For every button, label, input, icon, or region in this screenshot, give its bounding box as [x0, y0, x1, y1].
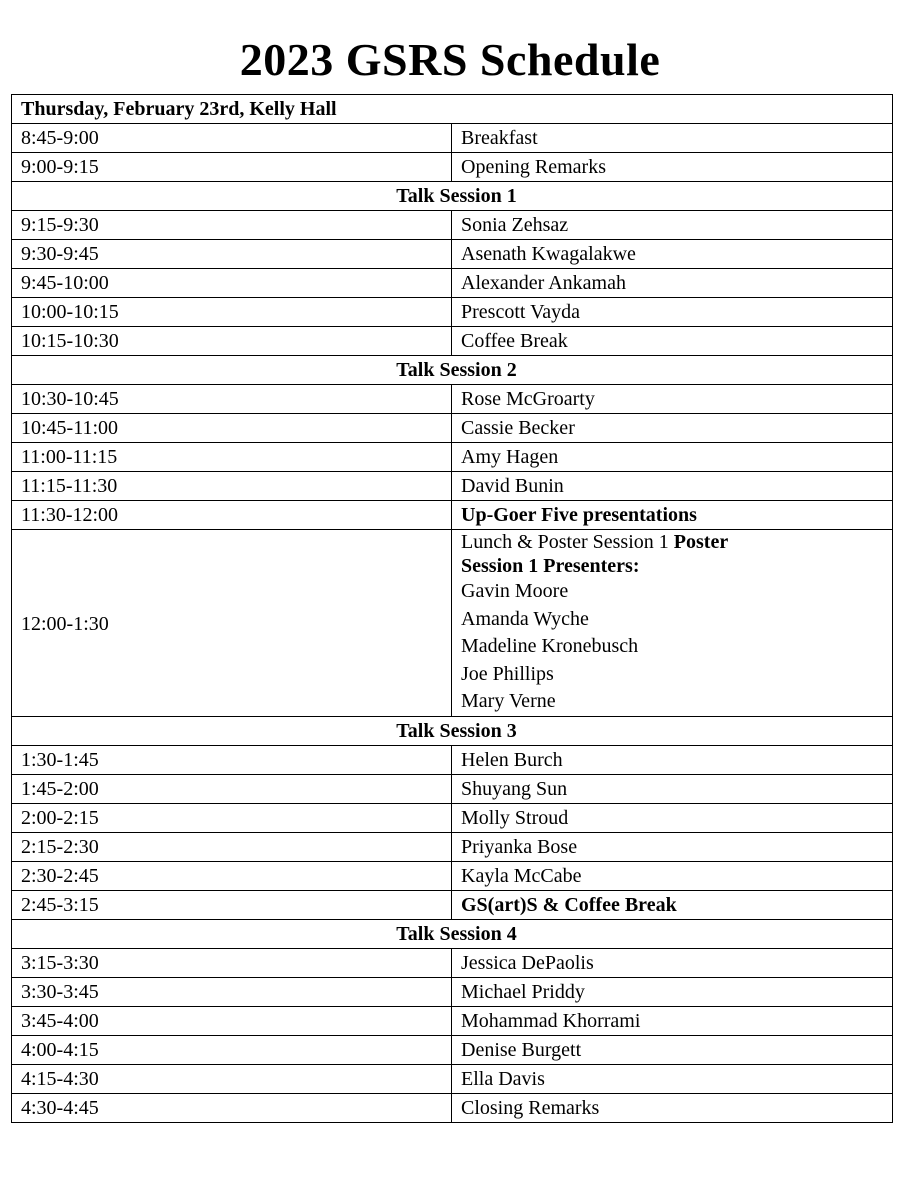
lunch-line: [461, 530, 892, 554]
table-row: [12, 948, 893, 977]
table-row: [12, 501, 893, 530]
poster-presenter: Mary Verne: [461, 690, 556, 712]
time-cell: 2:15-2:30: [12, 832, 452, 861]
table-row: [12, 890, 893, 919]
poster-presenter: Madeline Kronebusch: [461, 635, 639, 657]
table-row: [12, 861, 893, 890]
poster-presenter: Gavin Moore: [461, 580, 569, 602]
time-cell: 3:15-3:30: [12, 948, 452, 977]
time-cell: 11:30-12:00: [12, 501, 452, 530]
table-row: [12, 443, 893, 472]
day-header: Thursday, February 23rd, Kelly Hall: [12, 95, 893, 124]
time-cell: 11:15-11:30: [12, 472, 452, 501]
time-cell: 4:00-4:15: [12, 1035, 452, 1064]
time-cell: 8:45-9:00: [12, 124, 452, 153]
time-cell: 12:00-1:30: [12, 530, 452, 717]
event-cell: Mohammad Khorrami: [452, 1006, 893, 1035]
table-row: [12, 1006, 893, 1035]
table-row: [12, 977, 893, 1006]
table-row: [12, 240, 893, 269]
time-cell: 9:30-9:45: [12, 240, 452, 269]
table-row: [12, 745, 893, 774]
lunch-event: Lunch & Poster Session 1: [461, 531, 669, 553]
event-cell: Breakfast: [452, 124, 893, 153]
table-row: [12, 153, 893, 182]
session-4-header: Talk Session 4: [12, 919, 893, 948]
event-cell: Priyanka Bose: [452, 832, 893, 861]
time-cell: 11:00-11:15: [12, 443, 452, 472]
table-row: [12, 1093, 893, 1122]
table-row: [12, 832, 893, 861]
event-cell: Jessica DePaolis: [452, 948, 893, 977]
table-row: [12, 472, 893, 501]
event-cell: Ella Davis: [452, 1064, 893, 1093]
event-cell: Up-Goer Five presentations: [452, 501, 893, 530]
table-row: [12, 298, 893, 327]
time-cell: 1:30-1:45: [12, 745, 452, 774]
time-cell: 3:30-3:45: [12, 977, 452, 1006]
time-cell: 4:15-4:30: [12, 1064, 452, 1093]
event-cell: Cassie Becker: [452, 414, 893, 443]
time-cell: 2:45-3:15: [12, 890, 452, 919]
event-cell: Molly Stroud: [452, 803, 893, 832]
poster-presenter: Joe Phillips: [461, 662, 554, 685]
table-row: [12, 414, 893, 443]
time-cell: 10:45-11:00: [12, 414, 452, 443]
table-row: [12, 211, 893, 240]
event-cell: Prescott Vayda: [452, 298, 893, 327]
lunch-row: [12, 530, 893, 717]
session-header-row: [12, 716, 893, 745]
event-cell: Sonia Zehsaz: [452, 211, 893, 240]
time-cell: 10:00-10:15: [12, 298, 452, 327]
table-row: [12, 124, 893, 153]
event-cell: Alexander Ankamah: [452, 269, 893, 298]
time-cell: 1:45-2:00: [12, 774, 452, 803]
table-row: [12, 774, 893, 803]
table-row: [12, 327, 893, 356]
presenters-heading-b: Session 1 Presenters:: [461, 555, 640, 577]
event-cell: Asenath Kwagalakwe: [452, 240, 893, 269]
event-cell: Shuyang Sun: [452, 774, 893, 803]
time-cell: 4:30-4:45: [12, 1093, 452, 1122]
table-row: [12, 1035, 893, 1064]
table-row: [12, 385, 893, 414]
time-cell: 9:15-9:30: [12, 211, 452, 240]
table-row: [12, 269, 893, 298]
event-cell: Amy Hagen: [452, 443, 893, 472]
event-cell: Rose McGroarty: [452, 385, 893, 414]
table-row: [12, 803, 893, 832]
time-cell: 2:00-2:15: [12, 803, 452, 832]
lunch-cell: [452, 530, 893, 717]
event-cell: Helen Burch: [452, 745, 893, 774]
event-cell: Coffee Break: [452, 327, 893, 356]
session-header-row: [12, 919, 893, 948]
event-cell: Opening Remarks: [452, 153, 893, 182]
day-header-row: [12, 95, 893, 124]
time-cell: 9:45-10:00: [12, 269, 452, 298]
event-cell: Kayla McCabe: [452, 861, 893, 890]
session-1-header: Talk Session 1: [12, 182, 893, 211]
table-row: [12, 1064, 893, 1093]
session-2-header: Talk Session 2: [12, 356, 893, 385]
page-title: 2023 GSRS Schedule: [239, 34, 661, 85]
session-header-row: [12, 182, 893, 211]
event-cell: David Bunin: [452, 472, 893, 501]
time-cell: 10:15-10:30: [12, 327, 452, 356]
time-cell: 3:45-4:00: [12, 1006, 452, 1035]
event-cell: Closing Remarks: [452, 1093, 893, 1122]
session-header-row: [12, 356, 893, 385]
schedule-table: [11, 94, 893, 1123]
poster-presenter: Amanda Wyche: [461, 607, 589, 630]
session-3-header: Talk Session 3: [12, 716, 893, 745]
time-cell: 2:30-2:45: [12, 861, 452, 890]
time-cell: 9:00-9:15: [12, 153, 452, 182]
event-cell: Denise Burgett: [452, 1035, 893, 1064]
time-cell: 10:30-10:45: [12, 385, 452, 414]
event-cell: Michael Priddy: [452, 977, 893, 1006]
event-cell: GS(art)S & Coffee Break: [452, 890, 893, 919]
presenters-heading-a: Poster: [673, 531, 729, 553]
